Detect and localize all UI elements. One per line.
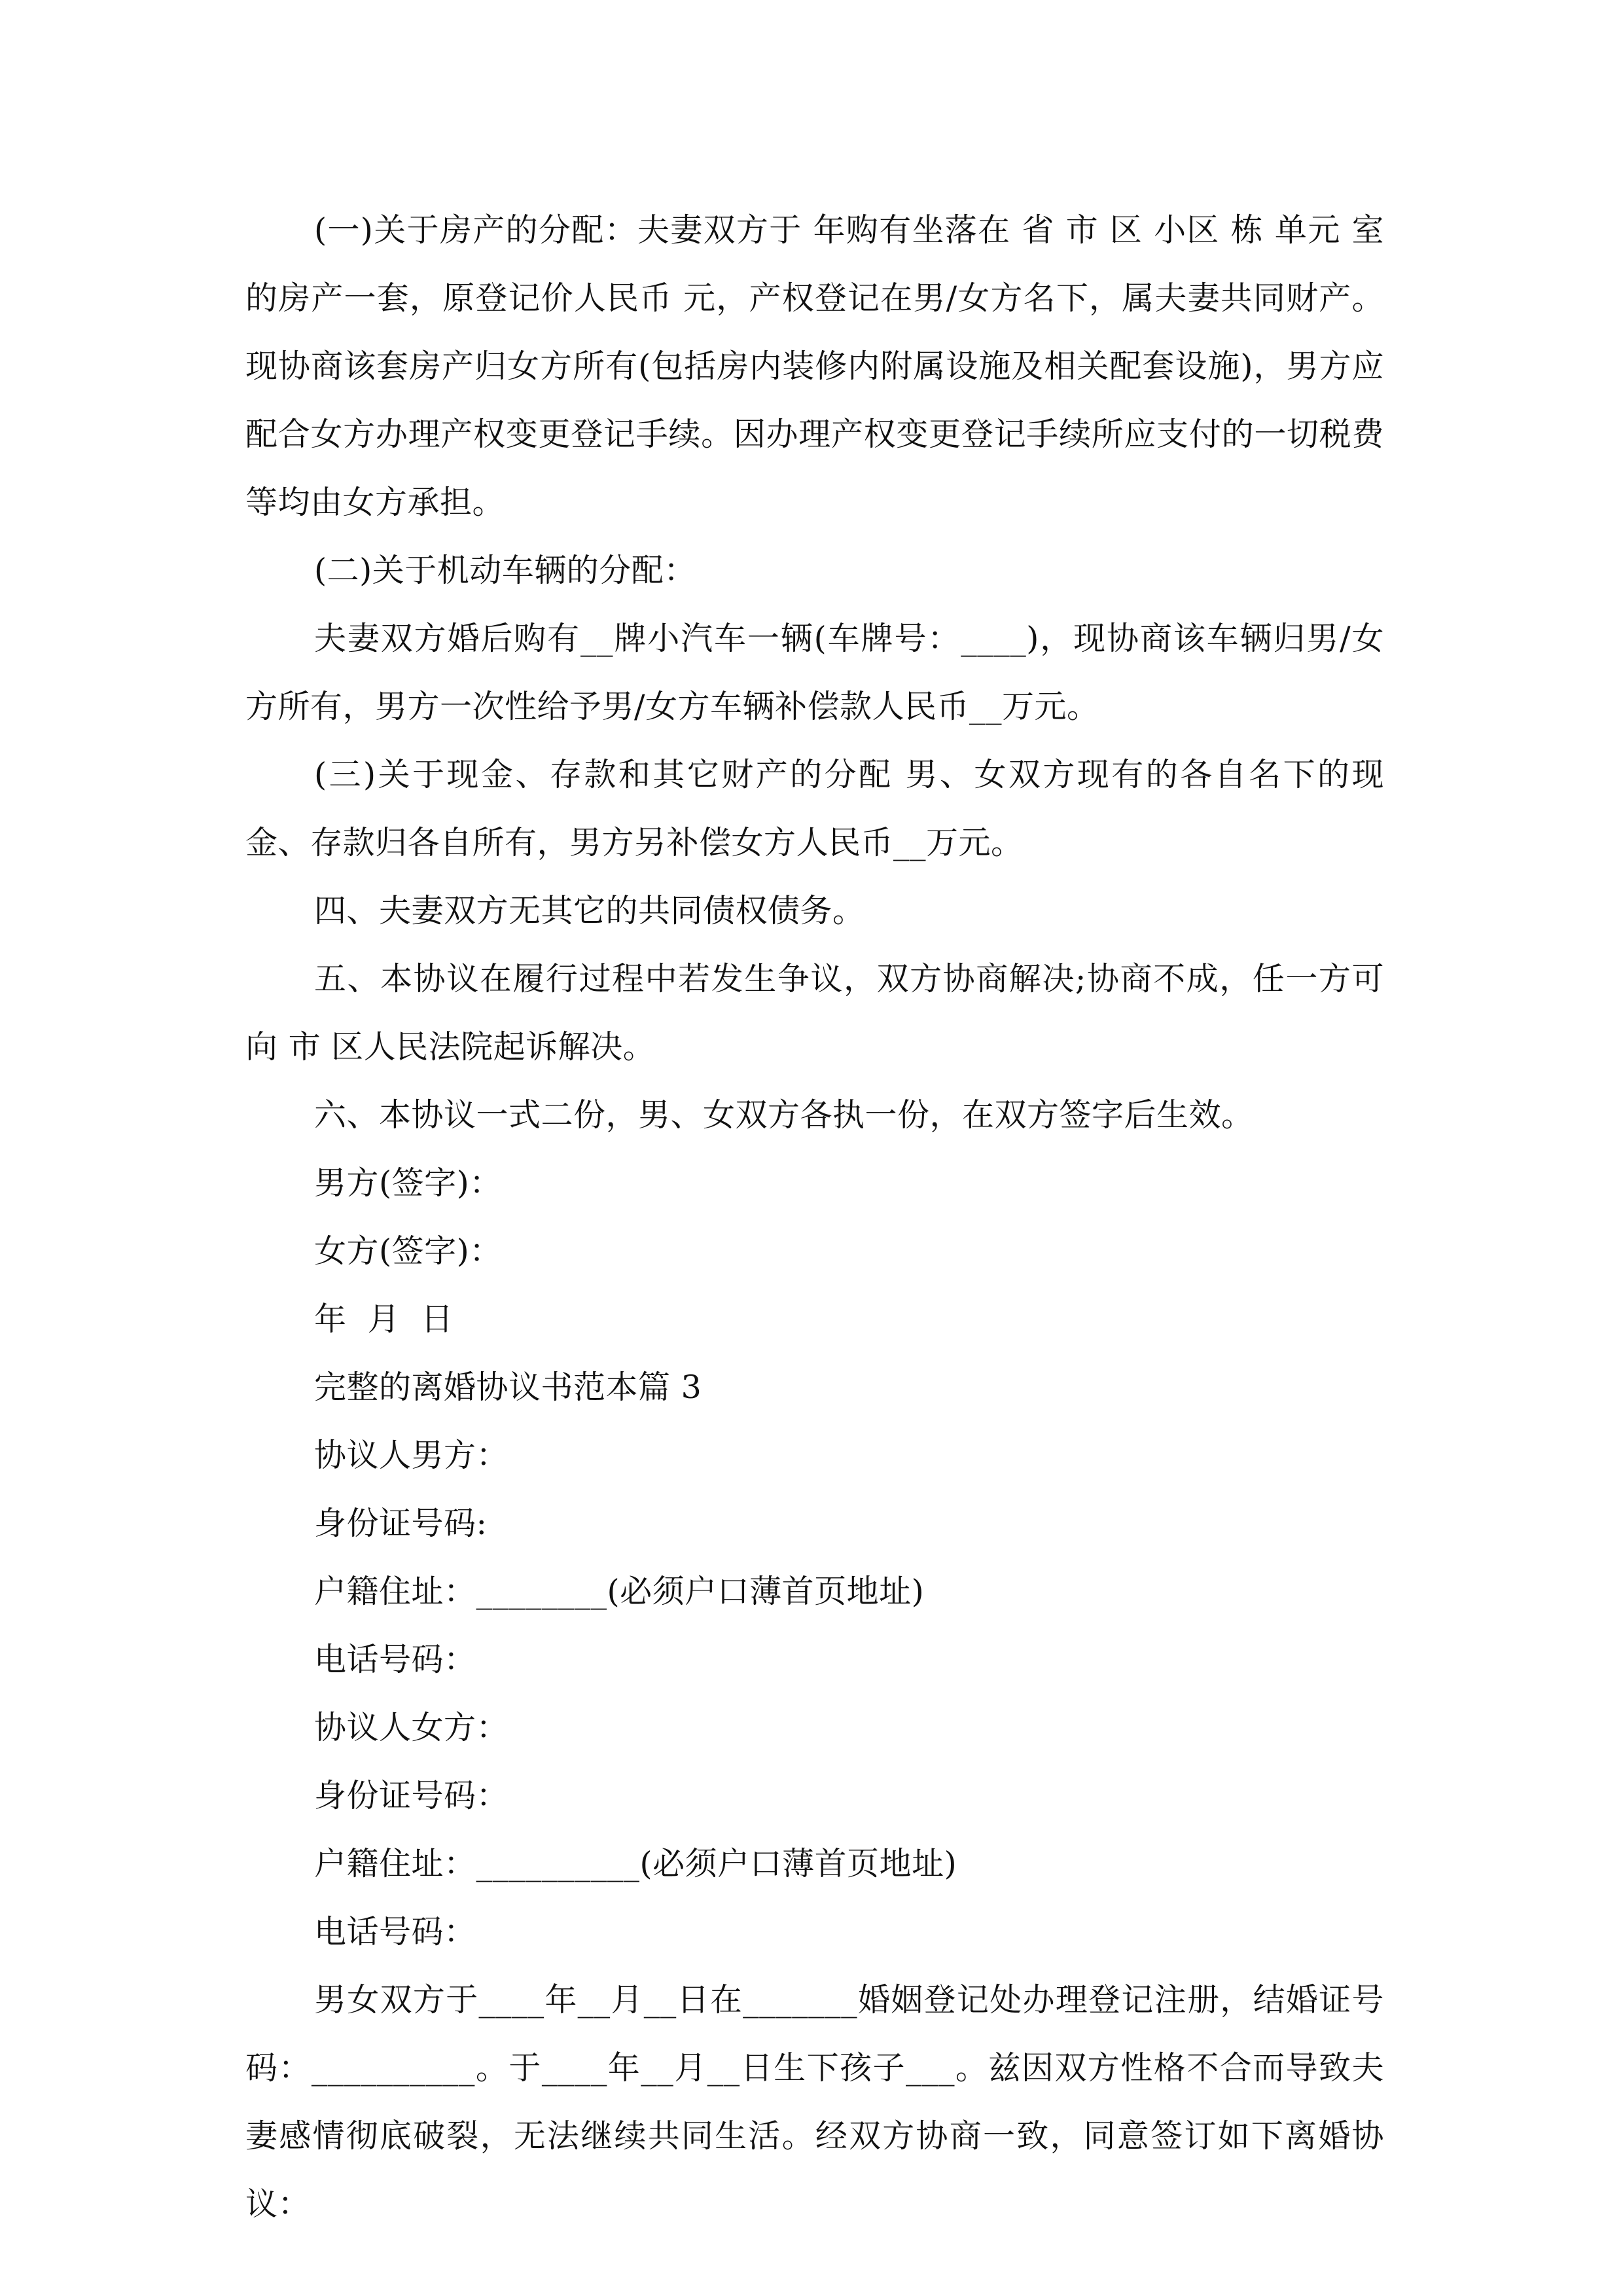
- date-line: 年 月 日: [314, 1300, 454, 1338]
- field-male-address: 户籍住址：________(必须户口薄首页地址): [314, 1573, 925, 1610]
- paragraph-copies-effective: 六、本协议一式二份，男、女双方各执一份，在双方签字后生效。: [314, 1096, 1254, 1134]
- paragraph-no-debts: 四、夫妻双方无其它的共同债权债务。: [314, 892, 865, 929]
- paragraph-house-distribution: (一)关于房产的分配：夫妻双方于 年购有坐落在 省 市 区 小区 栋 单元 室的房产一套，原登记价人民币 元，产权登记在男/女方名下，属夫妻共同财产。现协商该套房产归女方所有(包括房内装修内附属设施及相关配套设施)，男方应配合女方办理产权变更登记手续。因办理产权变更登记手续所应支付的一切税费等均由女方承担。: [245, 211, 1384, 521]
- signature-line-male: 男方(签字)：: [314, 1164, 502, 1202]
- section-title: 完整的离婚协议书范本篇 3: [314, 1369, 702, 1406]
- signature-line-female: 女方(签字)：: [314, 1232, 502, 1270]
- field-male-party: 协议人男方：: [314, 1437, 509, 1474]
- paragraph-dispute-resolution: 五、本协议在履行过程中若发生争议，双方协商解决;协商不成，任一方可向 市 区人民法院起诉解决。: [245, 960, 1384, 1066]
- paragraph-vehicle-heading: (二)关于机动车辆的分配：: [314, 552, 696, 589]
- field-male-phone: 电话号码：: [314, 1641, 476, 1678]
- paragraph-cash-deposits: (三)关于现金、存款和其它财产的分配 男、女双方现有的各自名下的现金、存款归各自所有，男方另补偿女方人民币__万元。: [245, 756, 1384, 861]
- document-body: [245, 196, 1384, 2238]
- field-female-phone: 电话号码：: [314, 1913, 476, 1950]
- field-male-id-number: 身份证号码:: [314, 1505, 488, 1542]
- paragraph-vehicle-distribution: 夫妻双方婚后购有__牌小汽车一辆(车牌号：____)，现协商该车辆归男/女方所有，男方一次性给予男/女方车辆补偿款人民币__万元。: [245, 620, 1384, 725]
- paragraph-marriage-registration: 男女双方于____年__月__日在_______婚姻登记处办理登记注册，结婚证号码：__________。于____年__月__日生下孩子___。兹因双方性格不合而导致夫妻感情彻底破裂，无法继续共同生活。经双方协商一致，同意签订如下离婚协议：: [245, 1981, 1384, 2223]
- field-female-party: 协议人女方：: [314, 1709, 509, 1746]
- field-female-id-number: 身份证号码：: [314, 1777, 509, 1814]
- field-female-address: 户籍住址：__________(必须户口薄首页地址): [314, 1845, 957, 1882]
